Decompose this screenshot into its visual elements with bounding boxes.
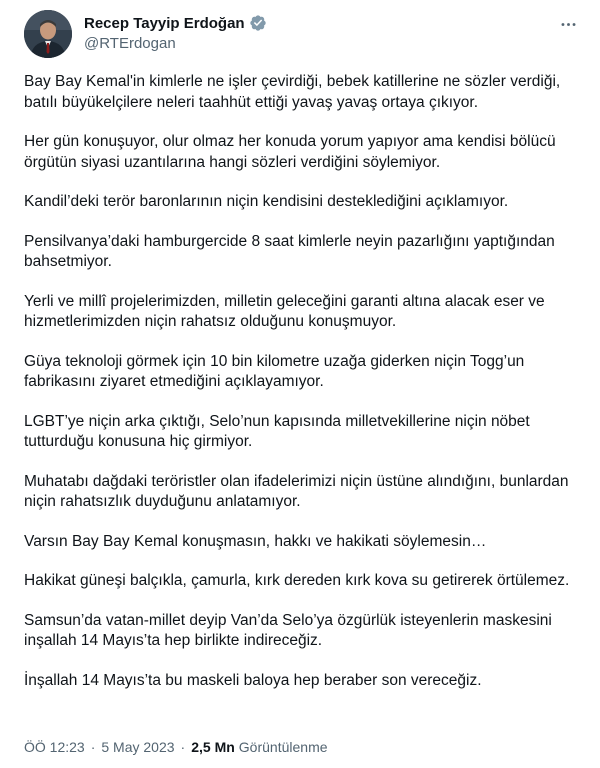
handle[interactable]: @RTErdogan bbox=[84, 35, 176, 52]
avatar[interactable] bbox=[24, 10, 72, 58]
tweet-paragraph: Her gün konuşuyor, olur olmaz her konuda yorum yapıyor ama kendisi bölücü örgütün siyasi uzantılarına hangi sözleri verdiğini söylemiyor. bbox=[24, 133, 556, 171]
tweet-header bbox=[24, 10, 584, 60]
meta-separator: · bbox=[90, 739, 96, 755]
tweet-text bbox=[24, 72, 580, 710]
tweet-paragraph: Pensilvanya’daki hamburgercide 8 saat kimlerle neyin pazarlığını yaptığından bahsetmiyor. bbox=[24, 232, 555, 270]
tweet-date[interactable]: 5 May 2023 bbox=[101, 739, 175, 755]
display-name-row bbox=[84, 12, 267, 34]
tweet-paragraph: Muhatabı dağdaki teröristler olan ifadelerimizi niçin üstüne alındığını, bunlardan niçin rahatsızlık duyduğunu anlatamıyor. bbox=[24, 472, 569, 510]
tweet-paragraph: Güya teknoloji görmek için 10 bin kilometre uzağa giderken niçin Togg’un fabrikasını ziyaret etmediğini açıklayamıyor. bbox=[24, 352, 525, 390]
author-names bbox=[84, 12, 267, 52]
meta-separator: · bbox=[180, 739, 186, 755]
avatar-image bbox=[24, 10, 72, 58]
tweet-paragraph: Hakikat güneşi balçıkla, çamurla, kırk dereden kırk kova su getirerek örtülemez. bbox=[24, 572, 570, 589]
views-count: 2,5 Mn bbox=[191, 739, 235, 755]
verified-badge-icon bbox=[249, 14, 267, 32]
tweet-paragraph: Kandil’deki terör baronlarının niçin kendisini desteklediğini açıklamıyor. bbox=[24, 193, 509, 210]
tweet-paragraph: Varsın Bay Bay Kemal konuşmasın, hakkı ve hakikati söylemesin… bbox=[24, 532, 487, 550]
tweet-paragraph: Yerli ve millî projelerimizden, milletin geleceğini garanti altına alacak eser ve hizmetlerimizden niçin rahatsız olduğunu konuşmuyor. bbox=[24, 292, 545, 330]
tweet-paragraph: İnşallah 14 Mayıs’ta bu maskeli baloya hep beraber son vereceğiz. bbox=[24, 671, 482, 689]
more-horizontal-icon[interactable] bbox=[558, 14, 578, 34]
tweet-paragraph: Bay Bay Kemal'in kimlerle ne işler çevirdiği, bebek katillerine ne sözler verdiği, batılı büyükelçilere neleri taahhüt ettiği yavaş yavaş ortaya çıkıyor. bbox=[24, 73, 561, 111]
tweet-meta bbox=[24, 739, 328, 755]
display-name[interactable]: Recep Tayyip Erdoğan bbox=[84, 14, 245, 32]
tweet-time[interactable]: ÖÖ 12:23 bbox=[24, 739, 85, 755]
views-label: Görüntülenme bbox=[238, 739, 328, 755]
tweet-paragraph: LGBT’ye niçin arka çıktığı, Selo’nun kapısında milletvekillerine niçin nöbet tutturduğu konusuna hiç girmiyor. bbox=[24, 412, 530, 450]
tweet-paragraph: Samsun’da vatan-millet deyip Van’da Selo’ya özgürlük isteyenlerin maskesini inşallah 14 Mayıs’ta hep birlikte indireceğiz. bbox=[24, 611, 552, 649]
